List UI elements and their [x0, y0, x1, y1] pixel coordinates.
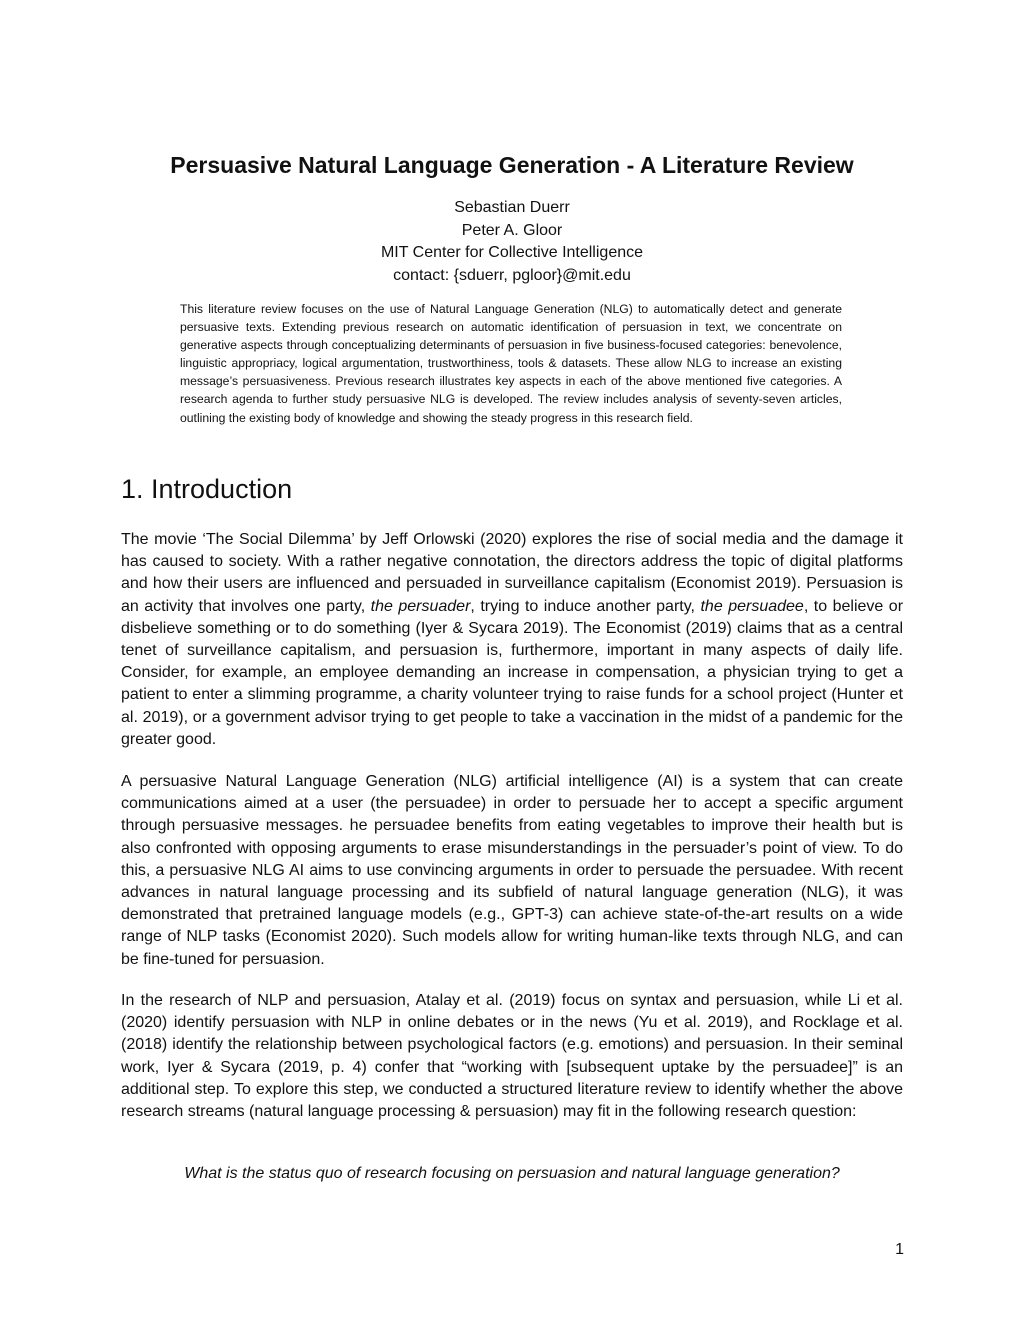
text-run: , to believe or disbelieve something or to do something (Iyer & Sycara 2019). The Economist (2019) claims that as a central tenet of surveillance capitalism, and persuasion is, furthermore, important in many aspects of daily life. Consider, for example, an employee demanding an increase in compensation, a physician trying to get a patient to enter a slimming programme, a charity volunteer trying to raise funds for a school project (Hunter et al. 2019), or a government advisor trying to get people to take a vaccination in the midst of a pandemic for the greater good.: [121, 597, 904, 748]
research-question: What is the status quo of research focusing on persuasion and natural language generation?: [184, 1165, 840, 1182]
italic-term: the persuader: [370, 597, 471, 615]
body-paragraph: In the research of NLP and persuasion, Atalay et al. (2019) focus on syntax and persuasion, while Li et al. (2020) identify persuasion with NLP in online debates or in the news (Yu et al. 2019), and Rocklage et al. (2018) identify the relationship between psychological factors (e.g. emotions) and persuasion. In their seminal work, Iyer & Sycara (2019, p. 4) confer that “working with [subsequent uptake by the persuadee]” is an additional step. To explore this step, we conducted a structured literature review to identify whether the above research streams (natural language processing & persuasion) may fit in the following research question:: [121, 992, 903, 1121]
affiliation: MIT Center for Collective Intelligence: [380, 244, 644, 261]
text-run: , trying to induce another party,: [470, 597, 701, 615]
paper-title: Persuasive Natural Language Generation - A Literature Review: [170, 152, 854, 178]
body-paragraph: A persuasive Natural Language Generation (NLG) artificial intelligence (AI) is a system that can create communications aimed at a user (the persuadee) in order to persuade her to accept a specific argument through persuasive messages. he persuadee benefits from eating vegetables to improve their health but is also confronted with opposing arguments to erase misunderstandings in the persuader’s point of view. To do this, a persuasive NLG AI aims to use convincing arguments in order to persuade the persuadee. With recent advances in natural language processing and its subfield of natural language generation (NLG), it was demonstrated that pretrained language models (e.g., GPT-3) can achieve state-of-the-art results on a wide range of NLP tasks (Economist 2020). Such models allow for writing human-like texts through NLG, and can be fine-tuned for persuasion.: [121, 773, 903, 968]
author-block: [0, 197, 1024, 287]
contact-email: contact: {sduerr, pgloor}@mit.edu: [393, 266, 631, 284]
author-name: Peter A. Gloor: [461, 221, 563, 239]
italic-term: the persuadee: [700, 597, 804, 615]
author-name: Sebastian Duerr: [454, 199, 570, 216]
section-heading: 1. Introduction: [121, 474, 293, 504]
page-number: 1: [895, 1241, 904, 1258]
text-run: The movie ‘The Social Dilemma’ by Jeff Orlowski (2020) explores the rise of social media and the damage it has caused to society. With a rather negative connotation, the directors address the topic of digital platforms and how their users are influenced and persuaded in surveillance capitalism (Economist 2019). Persuasion is an activity that involves one party,: [121, 531, 903, 615]
body-paragraph: [121, 529, 903, 751]
abstract: This literature review focuses on the use of Natural Language Generation (NLG) to automatically detect and generate persuasive texts. Extending previous research on automatic identification of persuasion in text, we concentrate on generative aspects through conceptualizing determinants of persuasion in five business-focused categories: benevolence, linguistic appropriacy, logical argumentation, trustworthiness, tools & datasets. These allow NLG to increase an existing message’s persuasiveness. Previous research illustrates key aspects in each of the above mentioned five categories. A research agenda to further study persuasive NLG is developed. The review includes analysis of seventy-seven articles, outlining the existing body of knowledge and showing the steady progress in this research field.: [180, 302, 842, 425]
